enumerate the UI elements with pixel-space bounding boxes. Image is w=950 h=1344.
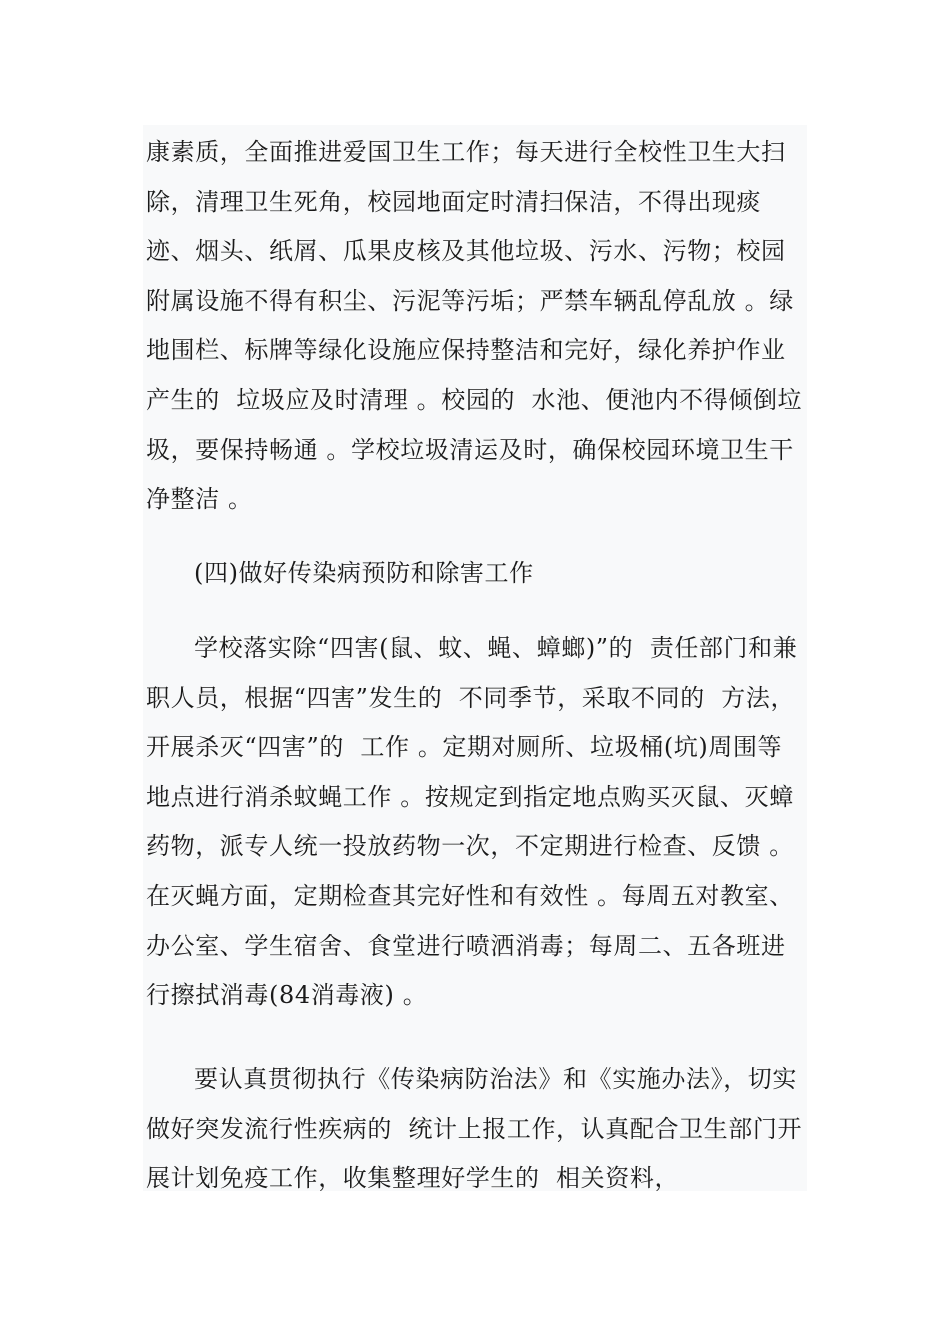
section-heading-disease-prevention: (四)做好传染病预防和除害工作 <box>194 559 534 587</box>
paragraph-epidemic-law: 要认真贯彻执行《传染病防治法》和《实施办法》，切实做好突发流行性疾病的 统计上报工作，认真配合卫生部门开展计划免疫工作，收集整理好学生的 相关资料， <box>146 1065 803 1193</box>
paragraph-four-pests: 学校落实除“四害(鼠、蚊、蝇、蟑螂)”的 责任部门和兼职人员，根据“四害”发生的 不同季节，采取不同的 方法，开展杀灭“四害”的 工作 。定期对厕所、垃圾桶(坑)周围等地点进行消杀蚊蝇工作 。按规定到指定地点购买灭鼠、灭蟑药物，派专人统一投放药物一次，不定期进行检查、反馈 。在灭蝇方面，定期检查其完好性和有效性 。每周五对教室、办公室、学生宿舍、食堂进行喷洒消毒；每周二、五各班进行擦拭消毒(84消毒液) 。 <box>146 634 798 1010</box>
paragraph-sanitation: 康素质，全面推进爱国卫生工作；每天进行全校性卫生大扫除，清理卫生死角，校园地面定时清扫保洁，不得出现痰迹、烟头、纸屑、瓜果皮核及其他垃圾、污水、污物；校园附属设施不得有积尘、污泥等污垢；严禁车辆乱停乱放 。绿地围栏、标牌等绿化设施应保持整洁和完好，绿化养护作业产生的 垃圾应及时清理 。校园的 水池、便池内不得倾倒垃圾，要保持畅通 。学校垃圾清运及时，确保校园环境卫生干净整洁 。 <box>146 138 803 514</box>
document-text-block <box>143 125 807 1191</box>
